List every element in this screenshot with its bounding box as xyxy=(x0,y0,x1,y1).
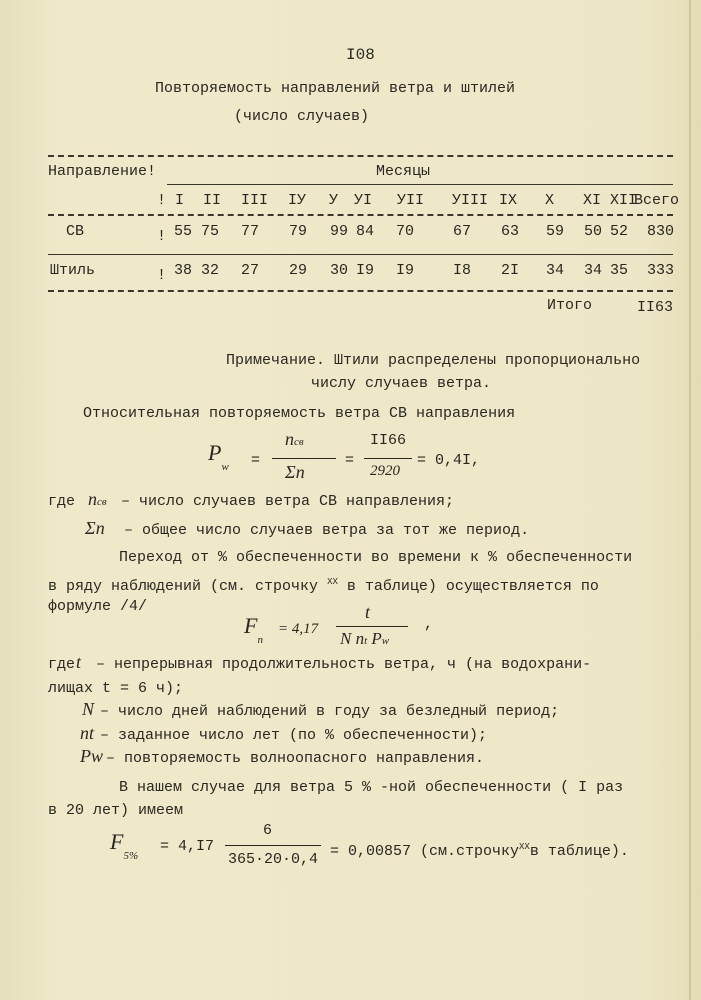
table-rule-header xyxy=(48,214,673,216)
page-number: I08 xyxy=(346,46,375,64)
where1-text: – число случаев ветра СВ направления; xyxy=(121,493,455,510)
row-separator: ! xyxy=(157,267,167,284)
formula1-symbol: $P_w$ xyxy=(208,440,229,473)
formula2-lhs: $F_n$ xyxy=(244,613,263,646)
column-header: У xyxy=(329,192,339,209)
formula2-num: t xyxy=(365,602,371,622)
definition-symbol: Pw xyxy=(80,746,104,766)
table-cell: 35 xyxy=(610,262,629,279)
definition-text: – повторяемость волноопасного направления. xyxy=(106,750,485,767)
formula1-bar1 xyxy=(272,458,336,459)
definition-text: – непрерывная продолжительность ветра, ч (на водохрани- xyxy=(96,656,592,673)
table-cell: 32 xyxy=(201,262,220,279)
definition-symbol: t xyxy=(76,652,82,672)
table-cell: 79 xyxy=(289,223,308,240)
table-cell: 63 xyxy=(501,223,520,240)
total-value: II63 xyxy=(637,299,674,316)
column-header: УI xyxy=(354,192,373,209)
formula2-bar xyxy=(336,626,408,627)
column-header: I xyxy=(175,192,185,209)
table-cell: I9 xyxy=(396,262,415,279)
table-rule-mid xyxy=(48,254,673,255)
document-page: I08 Повторяемость направлений ветра и штилей (число случаев) Направление! Месяцы ! I II III IУ У УI УII УIII IX X XI XII Всего СВ ! 55 75 77 79 99 84 70 67 63 59 50 52 830 Штиль ! 38 32 27 29 30 I9 I9 I8 2I 34 34 35 333 Итого II63 Примечание. Штили распределены пропорционально числу случаев ветра. Относительная повторяемость ветра СВ направления $P_w$ = ncв Σn = II66 2920 = 0,4I, где ncв – число случаев ветра СВ направления; Σn – общее число случаев ветра за тот же период. Переход от % обеспеченности во времени к % обеспеченности в ряду наблюдений (см. строчку $^{XX}$ в таблице) осуществляется по формуле /4/ $F_n$ = 4,17 t N nt Pw , где t – непрерывная продолжительность ветра, ч (на водохрани- лищах t = 6 ч); N – число дней наблюдений в году за безледный период; nt – заданное число лет (по % обеспеченности); Pw – повторяемость волноопасного направления. В нашем случае для ветра 5 % -ной обеспеченности ( I раз в 20 лет) имеем $F_{5\%}$ = 4,I7 6 365·20·0,4 = 0,00857 (см.строчку$^{XX}$в таблице). xyxy=(0,0,701,1000)
definition-text: лищах t = 6 ч); xyxy=(48,680,184,697)
table-title: Повторяемость направлений ветра и штилей xyxy=(155,80,516,97)
definition-symbol: nt xyxy=(80,723,95,743)
formula3-coef: = 4,I7 xyxy=(160,838,215,855)
table-cell: 55 xyxy=(174,223,193,240)
table-cell: 2I xyxy=(501,262,520,279)
table-cell: 70 xyxy=(396,223,415,240)
table-rule-top xyxy=(48,155,673,157)
header-underline xyxy=(167,184,673,185)
table-cell: 50 xyxy=(584,223,603,240)
column-header: III xyxy=(241,192,269,209)
column-header: IУ xyxy=(288,192,307,209)
table-cell: 830 xyxy=(647,223,675,240)
relative-frequency-line: Относительная повторяемость ветра СВ направления xyxy=(83,405,516,422)
table-cell: 59 xyxy=(546,223,565,240)
para2-line-2: в 20 лет) имеем xyxy=(48,802,184,819)
row-label: СВ xyxy=(66,223,85,240)
table-cell: 30 xyxy=(330,262,349,279)
table-cell: 38 xyxy=(174,262,193,279)
definition-text: – число дней наблюдений в году за безледный период; xyxy=(100,703,560,720)
formula2-tail: , xyxy=(424,616,434,633)
formula3-num: 6 xyxy=(263,822,273,839)
formula1-den2: 2920 xyxy=(370,463,400,479)
header-months: Месяцы xyxy=(376,163,431,180)
table-cell: 99 xyxy=(330,223,349,240)
where2-text: – общее число случаев ветра за тот же период. xyxy=(124,522,530,539)
formula1-result: = 0,4I, xyxy=(417,452,481,469)
column-header: IX xyxy=(499,192,518,209)
where1-symbol: ncв xyxy=(88,489,107,509)
formula1-den1: Σn xyxy=(285,462,305,482)
note-line-2: числу случаев ветра. xyxy=(311,375,492,392)
formula3-bar xyxy=(225,845,321,846)
formula1-num2: II66 xyxy=(370,432,407,449)
total-label: Итого xyxy=(547,297,593,314)
table-cell: 34 xyxy=(584,262,603,279)
table-cell: 67 xyxy=(453,223,472,240)
row-label: Штиль xyxy=(50,262,96,279)
formula2-coef: = 4,17 xyxy=(278,621,319,637)
column-header: XII xyxy=(610,192,638,209)
table-cell: 29 xyxy=(289,262,308,279)
column-header: X xyxy=(545,192,555,209)
column-header: УIII xyxy=(452,192,489,209)
para1-line-1: Переход от % обеспеченности во времени к % обеспеченности xyxy=(119,549,633,566)
formula3-lhs: $F_{5\%}$ xyxy=(110,829,139,862)
formula1-bar2 xyxy=(364,458,412,459)
table-rule-bottom xyxy=(48,290,673,292)
page-edge xyxy=(689,0,691,1000)
definition-text: – заданное число лет (по % обеспеченности); xyxy=(100,727,488,744)
where1-lead: где xyxy=(48,493,76,510)
column-header: II xyxy=(203,192,222,209)
where2-symbol: Σn xyxy=(85,518,105,538)
table-cell: 84 xyxy=(356,223,375,240)
table-cell: 333 xyxy=(647,262,675,279)
table-cell: 34 xyxy=(546,262,565,279)
column-header: ! xyxy=(157,192,167,209)
definition-symbol: N xyxy=(82,699,95,719)
header-direction: Направление! xyxy=(48,163,157,180)
table-cell: I9 xyxy=(356,262,375,279)
row-separator: ! xyxy=(157,228,167,245)
table-subtitle: (число случаев) xyxy=(234,108,370,125)
formula3-result: = 0,00857 (см.строчку$^{XX}$в таблице). xyxy=(330,842,629,860)
column-header: XI xyxy=(583,192,602,209)
para1-line-2: в ряду наблюдений (см. строчку $^{XX}$ в таблице) осуществляется по xyxy=(48,577,599,595)
column-header: Всего xyxy=(634,192,680,209)
note-line-1: Примечание. Штили распределены пропорционально xyxy=(226,352,641,369)
table-cell: I8 xyxy=(453,262,472,279)
table-cell: 52 xyxy=(610,223,629,240)
column-header: УII xyxy=(397,192,425,209)
para2-line-1: В нашем случае для ветра 5 % -ной обеспеченности ( I раз xyxy=(119,779,624,796)
table-cell: 77 xyxy=(241,223,260,240)
formula2-den: N nt Pw xyxy=(340,629,390,648)
table-cell: 27 xyxy=(241,262,260,279)
table-cell: 75 xyxy=(201,223,220,240)
para1-line-3: формуле /4/ xyxy=(48,598,148,615)
definition-lead: где xyxy=(48,656,76,673)
formula3-den: 365·20·0,4 xyxy=(228,851,319,868)
formula1-num1: ncв xyxy=(285,429,304,449)
